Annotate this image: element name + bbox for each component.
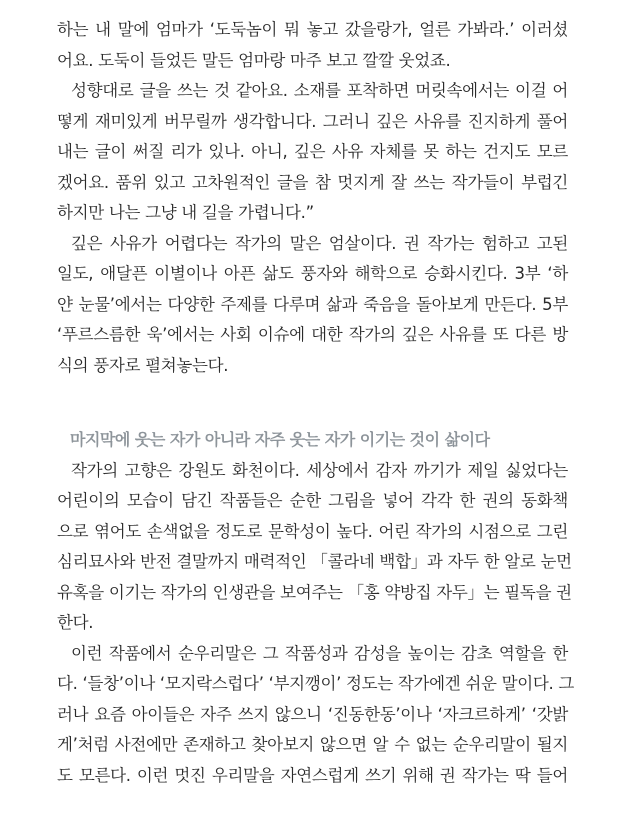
text-line: 작가의 고향은 강원도 화천이다. 세상에서 감자 까기가 제일 싫었다는 <box>71 460 568 480</box>
text-line: 하지만 나는 그냥 내 길을 가렵니다.” <box>57 203 314 222</box>
paragraph <box>57 229 568 382</box>
text-line: 다. ‘들창’이나 ‘모지락스럽다’ ‘부지깽이’ 정도는 작가에겐 쉬운 말이다. 그 <box>57 674 575 693</box>
text-line: 유혹을 이기는 작가의 인생관을 보여주는 「홍 약방집 자두」는 필독을 권 <box>57 582 572 602</box>
text-line: 심리묘사와 반전 결말까지 매력적인 「콜라네 백합」과 자두 한 알로 눈먼 <box>57 552 572 571</box>
text-line: 게’처럼 사전에만 존재하고 찾아보지 않으면 알 수 없는 순우리말이 될지 <box>57 735 568 754</box>
text-line: 성향대로 글을 쓰는 것 같아요. 소재를 포착하면 머릿속에서는 이걸 어 <box>71 81 568 100</box>
text-line: 도 모른다. 이런 멋진 우리말을 자연스럽게 쓰기 위해 권 작가는 딱 들어 <box>57 765 568 785</box>
text-line: 식의 풍자로 펼쳐놓는다. <box>57 355 229 375</box>
paragraph <box>57 639 575 792</box>
text-line: 한다. <box>57 613 94 632</box>
text-line: 떻게 재미있게 버무릴까 생각합니다. 그러니 깊은 사유를 진지하게 풀어 <box>57 111 568 131</box>
paragraph <box>57 456 572 639</box>
text-line: 어요. 도둑이 들었든 말든 엄마랑 마주 보고 깔깔 웃었죠. <box>57 50 451 70</box>
text-line: 얀 눈물’에서는 다양한 주제를 다루며 삶과 죽음을 돌아보게 만든다. 5부 <box>57 294 568 314</box>
text-line: 내는 글이 써질 리가 있나. 아니, 깊은 사유 자체를 못 하는 건지도 모르 <box>57 142 568 161</box>
text-line: 어린이의 모습이 담긴 작품들은 순한 그림을 넣어 각각 한 권의 동화책 <box>57 491 568 510</box>
text-line: ‘푸르스름한 욱’에서는 사회 이슈에 대한 작가의 깊은 사유를 또 다른 방 <box>57 325 568 344</box>
section-heading: 마지막에 웃는 자가 아니라 자주 웃는 자가 이기는 것이 삶이다 <box>70 430 490 449</box>
text-line: 하는 내 말에 엄마가 ‘도둑놈이 뭐 놓고 갔을랑가, 얼른 가봐라.’ 이러셨 <box>57 20 568 39</box>
text-line: 러나 요즘 아이들은 자주 쓰지 않으니 ‘진동한동’이나 ‘자크르하게’ ‘갓밝 <box>57 704 568 724</box>
paragraph <box>57 76 568 229</box>
text-line: 으로 엮어도 손색없을 정도로 문학성이 높다. 어린 작가의 시점으로 그린 <box>57 521 568 541</box>
text-line: 이런 작품에서 순우리말은 그 작품성과 감성을 높이는 감초 역할을 한 <box>71 643 568 663</box>
text-line: 일도, 애달픈 이별이나 아픈 삶도 풍자와 해학으로 승화시킨다. 3부 ‘하 <box>57 264 568 283</box>
document-page <box>57 15 575 791</box>
text-line: 깊은 사유가 어렵다는 작가의 말은 엄살이다. 권 작가는 험하고 고된 <box>71 233 568 253</box>
text-line: 겠어요. 품위 있고 고차원적인 글을 참 멋지게 잘 쓰는 작가들이 부럽긴 <box>57 172 568 192</box>
paragraph <box>57 15 568 76</box>
